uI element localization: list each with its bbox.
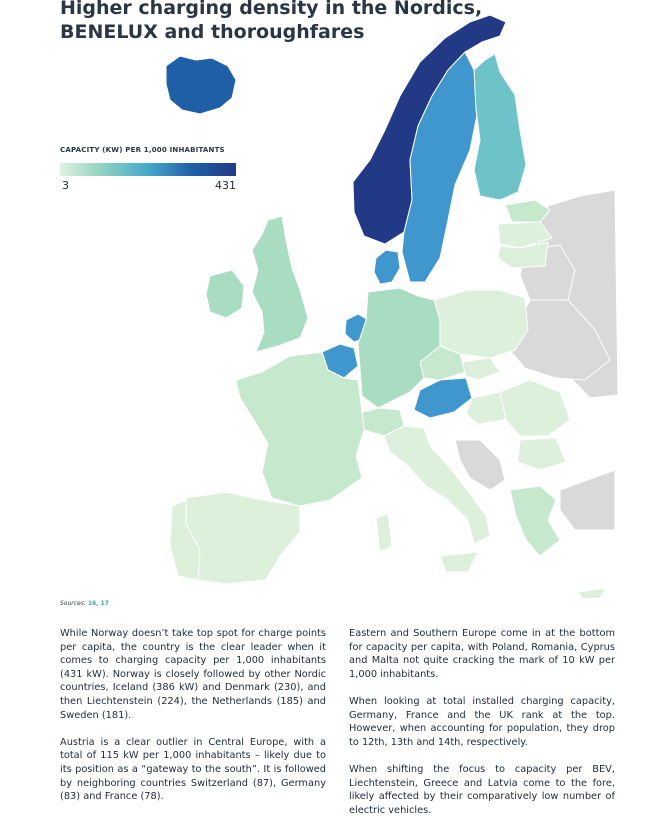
text-column-right: [349, 627, 615, 831]
sources-refs[interactable]: 16, 17: [87, 600, 109, 607]
legend-max-value: 431: [215, 179, 236, 192]
paragraph: When looking at total installed charging capacity, Germany, France and the UK rank at the top. However, when accounting for population, they drop to 12th, 13th and 14th, respectively.: [349, 695, 615, 748]
legend-color-scale: [60, 163, 236, 176]
region-ireland: [206, 270, 244, 318]
region-estonia: [505, 200, 550, 222]
region-greece: [510, 486, 560, 556]
text-column-left: [60, 627, 326, 817]
region-uk: [252, 216, 308, 352]
region-slovakia: [462, 358, 500, 380]
paragraph: While Norway doesn’t take top spot for charge points per capita, the country is the clear leader when it comes to charging capacity per 1,000 inhabitants (431 kW). Norway is closely followed by other Nordic countries, Iceland (386 kW) and Denmark (230), and then Liechtenstein (224), the Netherlands (185) and Sweden (181).: [60, 628, 326, 721]
region-romania: [500, 380, 570, 436]
region-sicily: [440, 552, 478, 572]
region-poland: [434, 290, 528, 358]
map-title-line-1: Higher charging density in the Nordics,: [60, 0, 483, 19]
map-legend: [60, 146, 236, 192]
paragraph: Austria is a clear outlier in Central Europe, with a total of 115 kW per 1,000 inhabitants – likely due to its position as a “gateway to the south”. It is followed by neighboring countries Switzerland (87), Germany (83) and France (78).: [60, 736, 326, 803]
region-austria: [414, 378, 472, 418]
region-sardinia: [376, 514, 392, 552]
region-iceland: [166, 56, 236, 114]
region-finland: [474, 54, 526, 200]
region-spain: [186, 492, 300, 584]
region-cyprus: [578, 588, 606, 599]
region-denmark: [374, 250, 400, 284]
legend-min-value: 3: [62, 179, 69, 192]
sources-note: [60, 600, 109, 607]
sources-label: Sources:: [60, 600, 86, 607]
region-bulgaria: [518, 438, 566, 470]
map-title-line-2: BENELUX and thoroughfares: [60, 21, 365, 43]
region-turkey: [560, 470, 615, 530]
region-balkans: [455, 440, 505, 490]
paragraph: Eastern and Southern Europe come in at the bottom for capacity per capita, with Poland, Romania, Cyprus and Malta not quite cracking the mark of 10 kW per 1,000 inhabitants.: [349, 628, 615, 680]
paragraph: When shifting the focus to capacity per BEV, Liechtenstein, Greece and Latvia come to the fore, likely affected by their comparatively low number of electric vehicles.: [349, 763, 615, 816]
legend-title: CAPACITY (KW) PER 1,000 INHABITANTS: [60, 146, 225, 154]
